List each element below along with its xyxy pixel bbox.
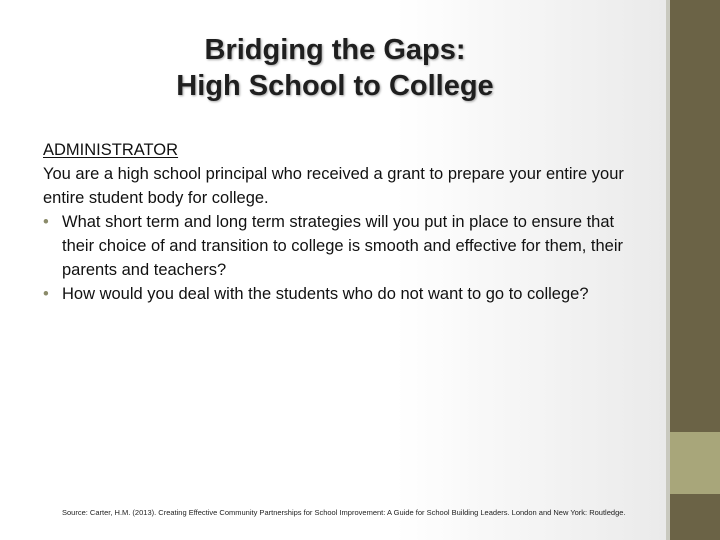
- side-band-top: [670, 0, 720, 432]
- title-line-2: High School to College: [176, 70, 494, 102]
- list-item: [43, 210, 633, 282]
- side-band-accent: [670, 432, 720, 494]
- slide-title: [130, 32, 540, 104]
- list-item: [43, 282, 633, 306]
- source-citation: Source: Carter, H.M. (2013). Creating Effective Community Partnerships for School Improvement: A Guide for School Building Leaders. London and New York: Routledge.: [62, 508, 626, 517]
- role-heading: ADMINISTRATOR: [43, 141, 179, 159]
- bullet-text: How would you deal with the students who do not want to go to college?: [62, 285, 589, 303]
- bullet-dot-icon: •: [43, 213, 49, 231]
- bullet-dot-icon: •: [43, 285, 49, 303]
- intro-text: You are a high school principal who received a grant to prepare your entire your entire student body for college.: [43, 165, 624, 207]
- title-line-1: Bridging the Gaps:: [204, 34, 466, 66]
- side-band-bottom: [670, 494, 720, 540]
- bullet-text: What short term and long term strategies will you put in place to ensure that their choice of and transition to college is smooth and effective for them, their parents and teachers?: [62, 213, 623, 279]
- slide-body: [43, 138, 633, 306]
- question-list: [43, 210, 633, 306]
